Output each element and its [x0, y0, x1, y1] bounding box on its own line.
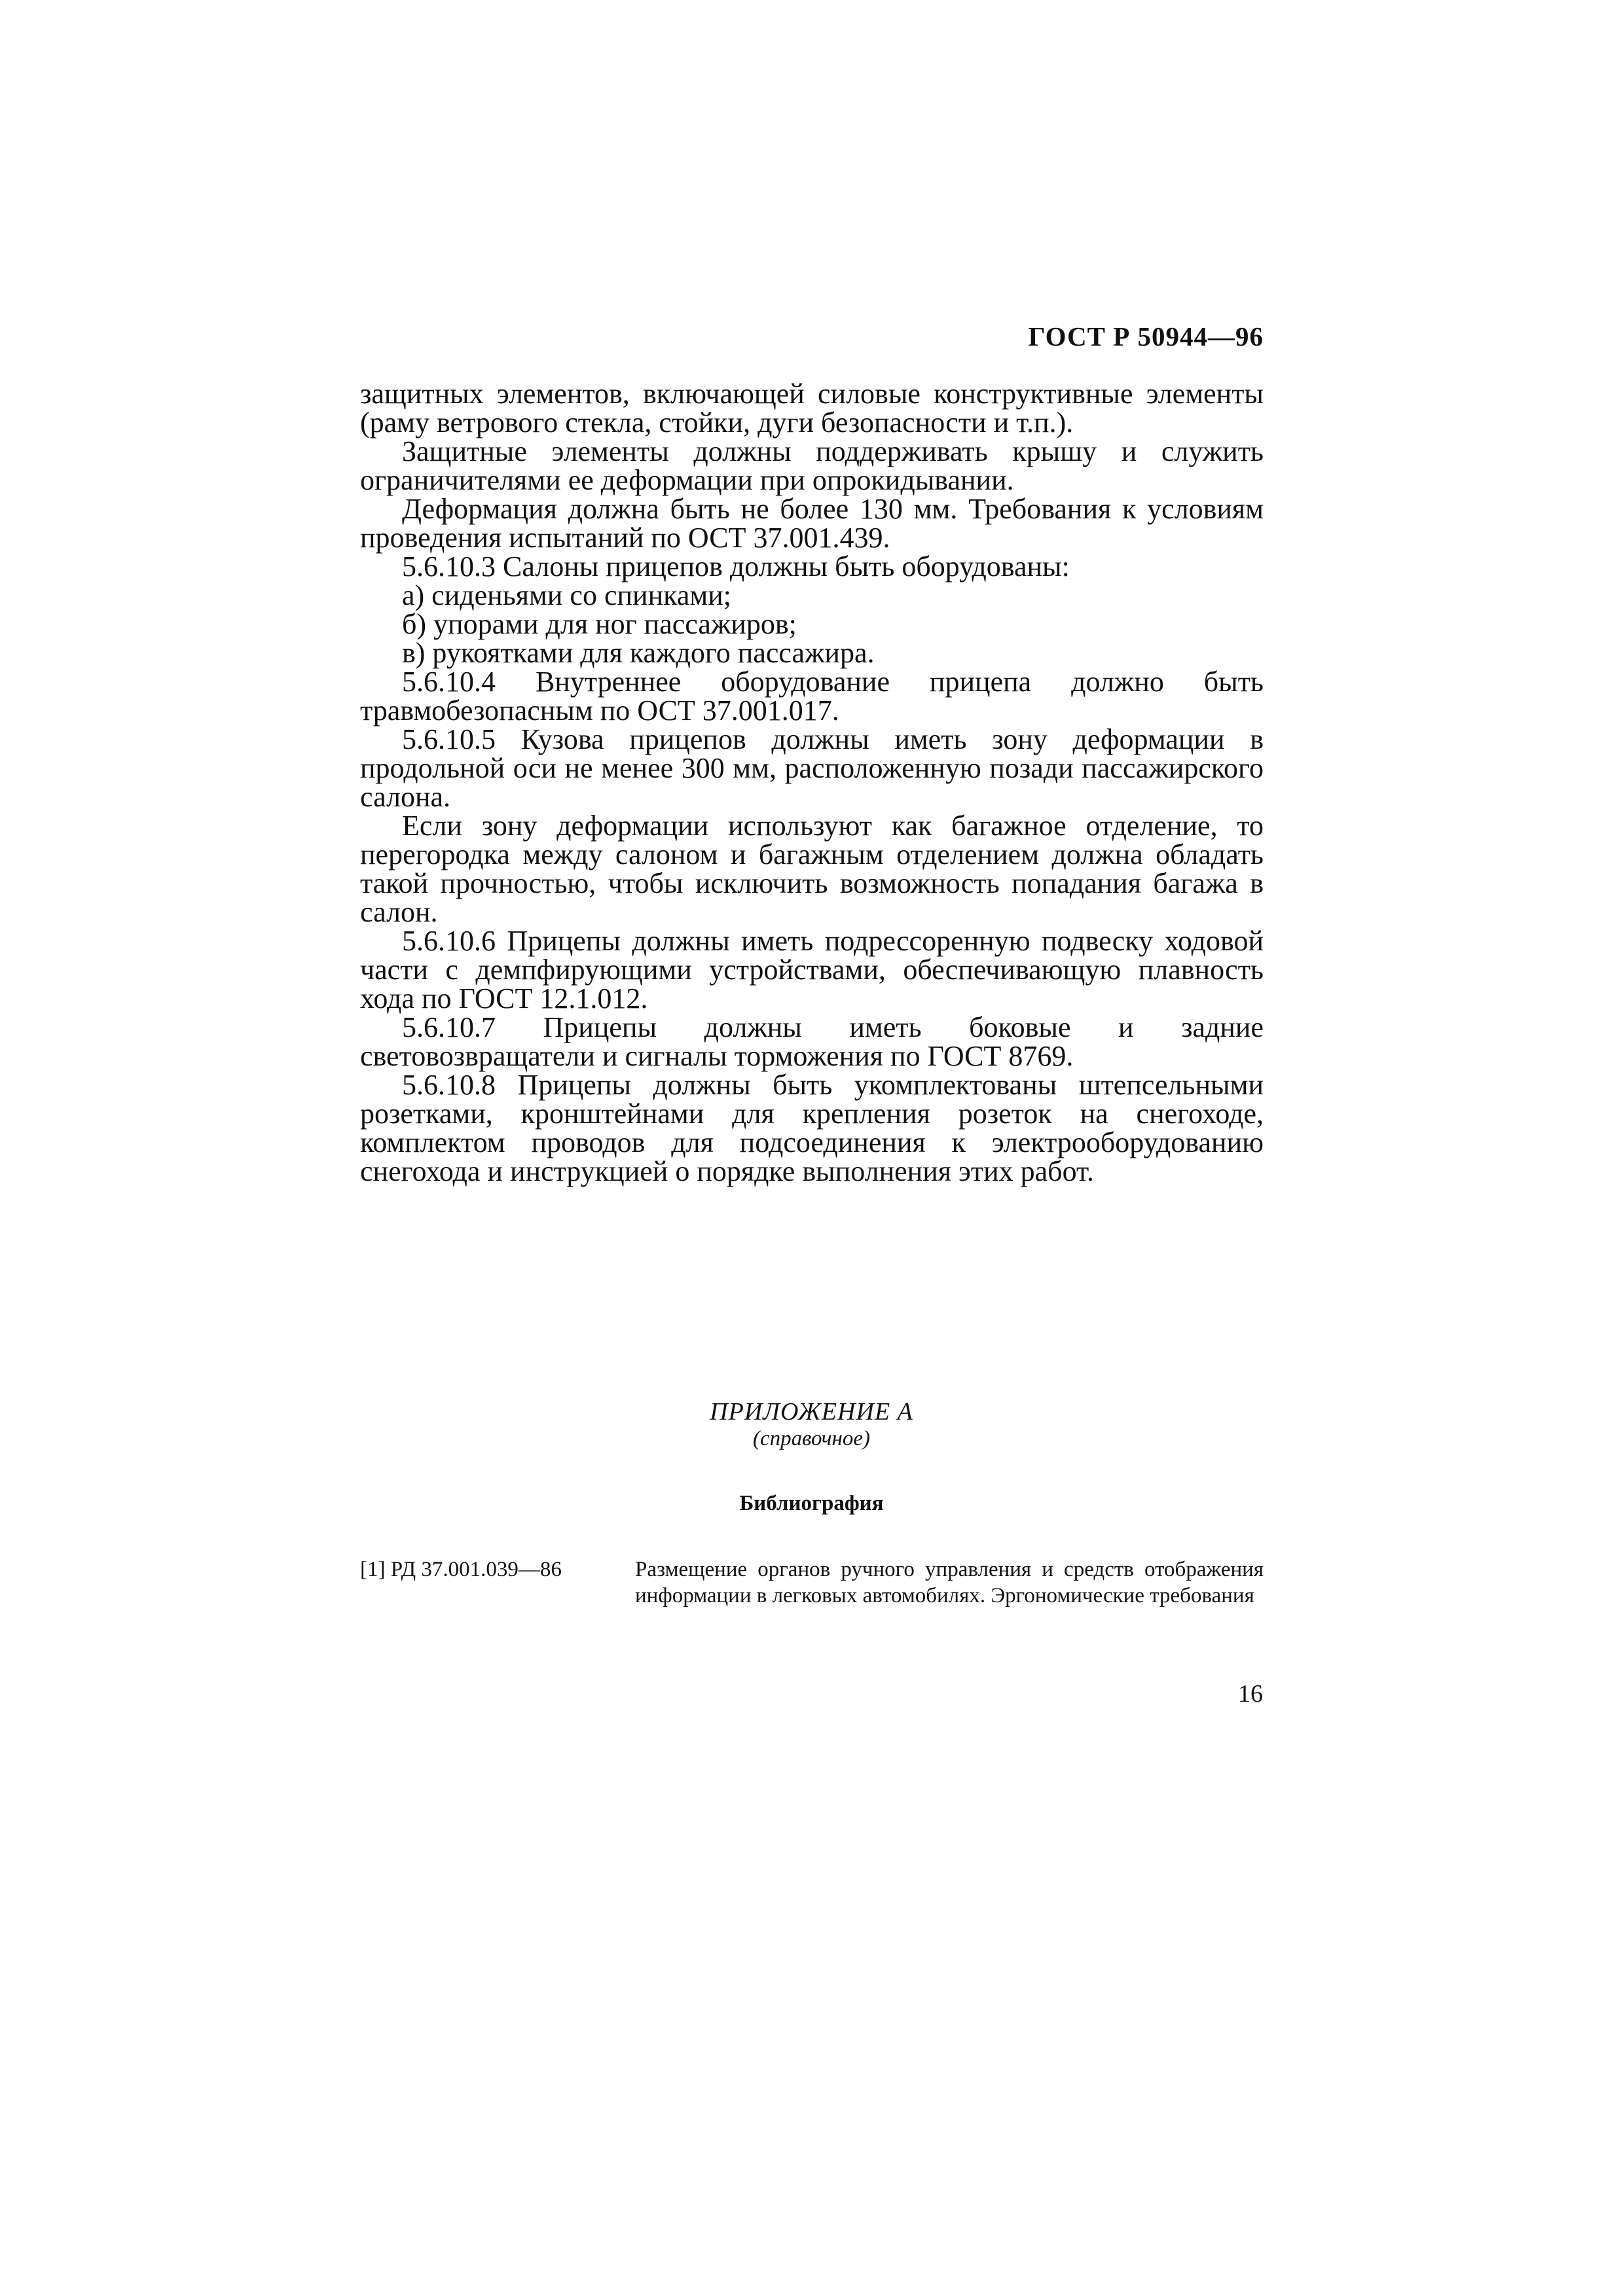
main-text [360, 380, 1264, 1186]
list-item: а) сиденьями со спинками; [402, 579, 731, 611]
list-item: б) упорами для ног пассажиров; [402, 608, 797, 640]
paragraph: 5.6.10.5 Кузова прицепов должны иметь зону деформации в продольной оси не менее 300 мм, расположенную позади пассажирского салона. [360, 723, 1264, 813]
appendix-heading [0, 1397, 1623, 1451]
paragraph: Деформация должна быть не более 130 мм. Требования к условиям проведения испытаний по ОСТ 37.001.439. [360, 493, 1264, 554]
list-item: в) рукоятками для каждого пассажира. [402, 637, 875, 669]
paragraph: 5.6.10.8 Прицепы должны быть укомплектованы штепсельными розетками, кронштейнами для крепления розеток на снегоходе, комплектом проводов для подсоединения к электрооборудованию снегохода и инструкцией о порядке выполнения этих работ. [360, 1069, 1264, 1187]
paragraph: 5.6.10.7 Прицепы должны иметь боковые и задние световозвращатели и сигналы торможения по ГОСТ 8769. [360, 1011, 1264, 1072]
bibliography-reference: [1] РД 37.001.039—86 [360, 1558, 562, 1581]
page-number: 16 [1238, 1680, 1263, 1708]
clause-heading: 5.6.10.3 Салоны прицепов должны быть оборудованы: [402, 550, 1070, 583]
paragraph: 5.6.10.4 Внутреннее оборудование прицепа должно быть травмобезопасным по ОСТ 37.001.017. [360, 666, 1264, 726]
bibliography-heading: Библиография [739, 1492, 884, 1515]
appendix-title: ПРИЛОЖЕНИЕ А [710, 1398, 913, 1426]
bibliography-description: Размещение органов ручного управления и средств отображения информации в легковых автомобилях. Эргономические требования [635, 1558, 1264, 1607]
paragraph: 5.6.10.6 Прицепы должны иметь подрессоренную подвеску ходовой части с демпфирующими устройствами, обеспечивающую плавность хода по ГОСТ 12.1.012. [360, 925, 1264, 1014]
paragraph: Защитные элементы должны поддерживать крышу и служить ограничителями ее деформации при опрокидывании. [360, 435, 1264, 496]
appendix-subtitle: (справочное) [753, 1427, 870, 1450]
document-header: ГОСТ Р 50944—96 [1028, 321, 1264, 351]
paragraph: Если зону деформации используют как багажное отделение, то перегородка между салоном и багажным отделением должна обладать такой прочностью, чтобы исключить возможность попадания багажа в салон. [360, 810, 1264, 928]
paragraph: защитных элементов, включающей силовые конструктивные элементы (раму ветрового стекла, стойки, дуги безопасности и т.п.). [360, 378, 1264, 439]
